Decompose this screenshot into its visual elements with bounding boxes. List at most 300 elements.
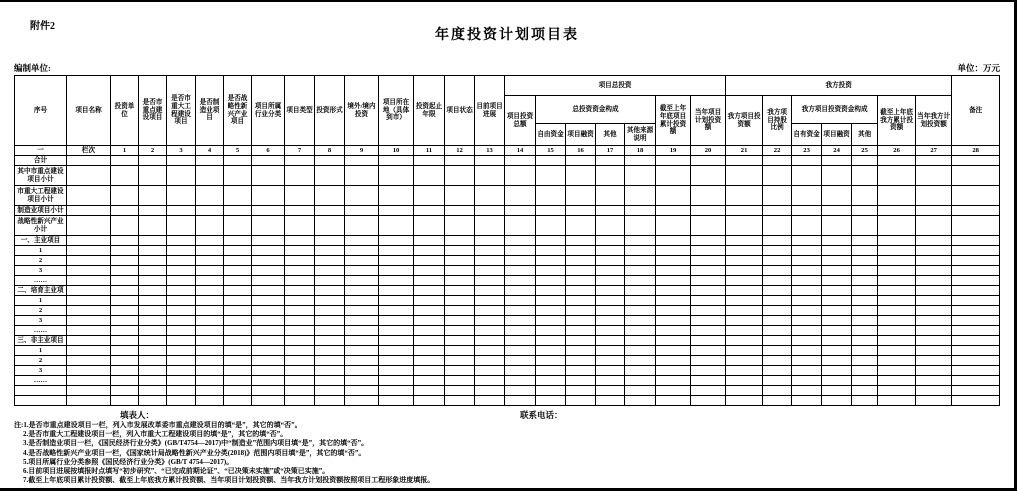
data-cell xyxy=(726,366,763,376)
data-cell xyxy=(596,366,625,376)
data-cell xyxy=(852,356,878,366)
data-cell xyxy=(196,266,224,276)
data-cell xyxy=(916,236,952,246)
data-cell xyxy=(596,296,625,306)
data-cell xyxy=(139,296,167,306)
header-our-cumulative-investment: 截至上年底我方累计投资额 xyxy=(878,96,916,146)
data-cell xyxy=(445,336,475,346)
data-cell xyxy=(414,206,445,216)
data-cell xyxy=(625,186,656,206)
header-remark: 备注 xyxy=(952,76,1000,146)
row-label-cell: 其中市重点建设项目小计 xyxy=(15,166,67,186)
data-cell xyxy=(852,206,878,216)
data-cell xyxy=(315,186,345,206)
data-cell xyxy=(792,306,822,316)
row-label-cell: 1 xyxy=(15,346,67,356)
table-row xyxy=(15,276,1000,286)
data-cell xyxy=(315,156,345,166)
data-cell xyxy=(566,156,596,166)
row-label-cell: 3 xyxy=(15,366,67,376)
data-cell xyxy=(445,386,475,396)
data-cell xyxy=(111,356,139,366)
data-cell xyxy=(285,186,315,206)
data-cell xyxy=(878,286,916,296)
data-cell xyxy=(625,286,656,296)
data-cell xyxy=(139,286,167,296)
data-cell xyxy=(345,346,379,356)
data-cell xyxy=(285,316,315,326)
data-cell xyxy=(345,356,379,366)
data-cell xyxy=(111,316,139,326)
data-cell xyxy=(792,356,822,366)
data-cell xyxy=(196,296,224,306)
data-cell xyxy=(414,386,445,396)
data-cell xyxy=(916,316,952,326)
data-cell xyxy=(252,256,285,266)
data-cell xyxy=(625,276,656,286)
data-cell xyxy=(111,166,139,186)
group-header-total-investment: 项目总投资 xyxy=(505,76,726,96)
data-cell xyxy=(345,336,379,346)
data-cell xyxy=(691,336,726,346)
data-cell xyxy=(822,336,852,346)
data-cell xyxy=(139,166,167,186)
data-cell xyxy=(792,246,822,256)
data-cell xyxy=(505,236,536,246)
data-cell xyxy=(139,386,167,396)
data-cell xyxy=(822,166,852,186)
data-cell xyxy=(566,206,596,216)
data-cell xyxy=(726,256,763,266)
column-header: 是否市重大工程建设项目 xyxy=(167,76,196,146)
footnote-line: 7.截至上年底项目累计投资额、截至上年底我方累计投资额、当年项目计划投资额、当年我方计划投资额按照项目工程形象进度填报。 xyxy=(23,476,435,485)
data-cell xyxy=(475,326,505,336)
table-row xyxy=(15,206,1000,216)
data-cell xyxy=(224,166,252,186)
data-cell xyxy=(596,206,625,216)
data-cell xyxy=(691,386,726,396)
data-cell xyxy=(916,246,952,256)
data-cell xyxy=(224,206,252,216)
data-cell xyxy=(414,276,445,286)
data-cell xyxy=(111,366,139,376)
data-cell xyxy=(167,366,196,376)
data-cell xyxy=(139,316,167,326)
footnotes xyxy=(14,421,994,485)
data-cell xyxy=(726,346,763,356)
data-cell xyxy=(916,366,952,376)
row-label-cell: 市重大工程建设项目小计 xyxy=(15,186,67,206)
data-cell xyxy=(691,376,726,386)
data-cell xyxy=(379,156,414,166)
data-cell xyxy=(822,156,852,166)
data-cell xyxy=(952,206,1000,216)
data-cell xyxy=(852,246,878,256)
data-cell xyxy=(656,296,691,306)
data-cell xyxy=(475,236,505,246)
data-cell xyxy=(285,296,315,306)
data-cell xyxy=(536,206,566,216)
data-cell xyxy=(656,276,691,286)
data-cell xyxy=(763,246,792,256)
data-cell xyxy=(566,386,596,396)
data-cell xyxy=(691,186,726,206)
data-cell xyxy=(475,206,505,216)
header-our-shareholding-ratio: 我方项目持股比例 xyxy=(763,96,792,146)
data-cell xyxy=(916,356,952,366)
data-cell xyxy=(656,206,691,216)
data-cell xyxy=(475,396,505,406)
data-cell xyxy=(625,296,656,306)
data-cell xyxy=(414,346,445,356)
row-label-cell: …… xyxy=(15,376,67,386)
data-cell xyxy=(852,296,878,306)
data-cell xyxy=(792,206,822,216)
data-cell xyxy=(952,366,1000,376)
row-label-cell: 2 xyxy=(15,256,67,266)
footnote-line: 3.是否制造业项目一栏，《国民经济行业分类》(GB/T4754—2017)中“制造业”范围内项目填“是”，其它的填“否”。 xyxy=(23,439,369,448)
column-header: 境外/境内投资 xyxy=(345,76,379,146)
form-filler-label: 填表人： xyxy=(120,410,155,420)
table-row xyxy=(15,306,1000,316)
data-cell xyxy=(625,386,656,396)
data-cell xyxy=(252,326,285,336)
data-cell xyxy=(315,316,345,326)
column-number-cell: 28 xyxy=(952,146,1000,156)
data-cell xyxy=(822,396,852,406)
data-cell xyxy=(822,246,852,256)
data-cell xyxy=(445,316,475,326)
data-cell xyxy=(916,276,952,286)
data-cell xyxy=(916,256,952,266)
data-cell xyxy=(224,396,252,406)
column-number-cell: 19 xyxy=(656,146,691,156)
data-cell xyxy=(656,156,691,166)
data-cell xyxy=(139,396,167,406)
data-cell xyxy=(139,186,167,206)
data-cell xyxy=(792,276,822,286)
sub-column-header: 其他 xyxy=(596,124,625,146)
data-cell xyxy=(167,266,196,276)
data-cell xyxy=(822,266,852,276)
header-row-1 xyxy=(15,76,1000,96)
data-cell xyxy=(224,336,252,346)
data-cell xyxy=(878,256,916,266)
data-cell xyxy=(224,156,252,166)
data-cell xyxy=(596,286,625,296)
data-cell xyxy=(691,276,726,286)
data-cell xyxy=(852,346,878,356)
data-cell xyxy=(916,376,952,386)
data-cell xyxy=(536,326,566,336)
data-cell xyxy=(566,256,596,266)
data-cell xyxy=(691,346,726,356)
data-cell xyxy=(315,386,345,396)
data-cell xyxy=(726,386,763,396)
data-cell xyxy=(414,186,445,206)
data-cell xyxy=(656,306,691,316)
table-row xyxy=(15,236,1000,246)
data-cell xyxy=(625,256,656,266)
data-cell xyxy=(285,356,315,366)
data-cell xyxy=(691,356,726,366)
data-cell xyxy=(196,356,224,366)
data-cell xyxy=(952,336,1000,346)
data-cell xyxy=(656,256,691,266)
data-cell xyxy=(656,316,691,326)
data-cell xyxy=(345,316,379,326)
data-cell xyxy=(67,256,111,266)
data-cell xyxy=(625,376,656,386)
data-cell xyxy=(726,376,763,386)
header-serial-number: 序号 xyxy=(15,76,67,146)
data-cell xyxy=(878,316,916,326)
data-cell xyxy=(345,246,379,256)
data-cell xyxy=(139,156,167,166)
data-cell xyxy=(822,386,852,396)
data-cell xyxy=(792,396,822,406)
data-cell xyxy=(625,356,656,366)
data-cell xyxy=(475,316,505,326)
data-cell xyxy=(952,156,1000,166)
data-cell xyxy=(315,326,345,336)
data-cell xyxy=(656,386,691,396)
data-cell xyxy=(822,216,852,236)
data-cell xyxy=(445,276,475,286)
data-cell xyxy=(726,336,763,346)
data-cell xyxy=(315,256,345,266)
data-cell xyxy=(566,216,596,236)
header-total-cumulative-investment: 截至上年年底项目累计投资额 xyxy=(656,96,691,146)
data-cell xyxy=(656,366,691,376)
data-cell xyxy=(656,266,691,276)
data-cell xyxy=(111,246,139,256)
data-cell xyxy=(596,326,625,336)
data-cell xyxy=(691,206,726,216)
data-cell xyxy=(315,286,345,296)
data-cell xyxy=(475,366,505,376)
data-cell xyxy=(536,306,566,316)
data-cell xyxy=(285,376,315,386)
data-cell xyxy=(445,256,475,266)
data-cell xyxy=(445,166,475,186)
data-cell xyxy=(878,246,916,256)
data-cell xyxy=(625,246,656,256)
data-cell xyxy=(167,186,196,206)
data-cell xyxy=(691,316,726,326)
data-cell xyxy=(878,266,916,276)
data-cell xyxy=(345,266,379,276)
data-cell xyxy=(196,216,224,236)
data-cell xyxy=(139,206,167,216)
data-cell xyxy=(379,266,414,276)
data-cell xyxy=(878,276,916,286)
data-cell xyxy=(252,266,285,276)
data-cell xyxy=(852,276,878,286)
column-header: 是否制造业项目 xyxy=(196,76,224,146)
data-cell xyxy=(596,236,625,246)
data-cell xyxy=(952,396,1000,406)
data-cell xyxy=(139,246,167,256)
data-cell xyxy=(536,236,566,246)
data-cell xyxy=(792,386,822,396)
data-cell xyxy=(315,166,345,186)
data-cell xyxy=(792,256,822,266)
data-cell xyxy=(315,376,345,386)
data-cell xyxy=(566,376,596,386)
data-cell xyxy=(852,166,878,186)
data-cell xyxy=(285,396,315,406)
data-cell xyxy=(139,216,167,236)
data-cell xyxy=(252,356,285,366)
data-cell xyxy=(596,216,625,236)
data-cell xyxy=(822,316,852,326)
data-cell xyxy=(111,336,139,346)
data-cell xyxy=(315,356,345,366)
data-cell xyxy=(252,156,285,166)
data-cell xyxy=(763,256,792,266)
data-cell xyxy=(414,286,445,296)
column-number-cell: 16 xyxy=(566,146,596,156)
data-cell xyxy=(852,396,878,406)
data-cell xyxy=(224,266,252,276)
data-cell xyxy=(379,276,414,286)
data-cell xyxy=(852,376,878,386)
data-cell xyxy=(792,316,822,326)
data-cell xyxy=(691,246,726,256)
data-cell xyxy=(726,216,763,236)
data-cell xyxy=(414,366,445,376)
data-cell xyxy=(878,326,916,336)
data-cell xyxy=(691,156,726,166)
data-cell xyxy=(505,206,536,216)
table-row xyxy=(15,326,1000,336)
data-cell xyxy=(726,306,763,316)
data-cell xyxy=(822,186,852,206)
row-label-cell: 1 xyxy=(15,296,67,306)
data-cell xyxy=(566,296,596,306)
data-cell xyxy=(196,366,224,376)
data-cell xyxy=(878,156,916,166)
data-cell xyxy=(167,156,196,166)
data-cell xyxy=(763,316,792,326)
table-row xyxy=(15,346,1000,356)
data-cell xyxy=(878,376,916,386)
data-cell xyxy=(822,346,852,356)
data-cell xyxy=(763,206,792,216)
column-header: 投资起止年限 xyxy=(414,76,445,146)
data-cell xyxy=(224,376,252,386)
data-cell xyxy=(852,336,878,346)
data-cell xyxy=(822,296,852,306)
data-cell xyxy=(475,386,505,396)
table-row xyxy=(15,366,1000,376)
data-cell xyxy=(691,266,726,276)
data-cell xyxy=(224,286,252,296)
data-cell xyxy=(111,256,139,266)
data-cell xyxy=(852,326,878,336)
data-cell xyxy=(656,166,691,186)
row-label-cell xyxy=(15,386,67,396)
data-cell xyxy=(139,376,167,386)
data-cell xyxy=(167,286,196,296)
data-cell xyxy=(67,246,111,256)
data-cell xyxy=(315,366,345,376)
table-row xyxy=(15,256,1000,266)
data-cell xyxy=(167,376,196,386)
column-number-cell: 21 xyxy=(726,146,763,156)
row-label-cell: 一、主业项目 xyxy=(15,236,67,246)
data-cell xyxy=(505,166,536,186)
row-label-cell: 二、培育主业项 xyxy=(15,286,67,296)
data-cell xyxy=(252,186,285,206)
data-cell xyxy=(167,396,196,406)
data-cell xyxy=(139,336,167,346)
data-cell xyxy=(67,326,111,336)
data-cell xyxy=(536,156,566,166)
data-cell xyxy=(505,156,536,166)
data-cell xyxy=(475,246,505,256)
column-number-cell: 23 xyxy=(792,146,822,156)
row-label-cell: 3 xyxy=(15,266,67,276)
data-cell xyxy=(792,366,822,376)
data-cell xyxy=(822,286,852,296)
data-cell xyxy=(691,286,726,296)
data-cell xyxy=(726,206,763,216)
row-label-cell: 1 xyxy=(15,246,67,256)
data-cell xyxy=(691,216,726,236)
data-cell xyxy=(475,356,505,366)
column-header: 投资单位 xyxy=(111,76,139,146)
sub-column-header: 项目融资 xyxy=(566,124,596,146)
row-label-cell: 2 xyxy=(15,356,67,366)
table-row xyxy=(15,246,1000,256)
column-header: 项目所属行业分类 xyxy=(252,76,285,146)
data-cell xyxy=(285,366,315,376)
data-cell xyxy=(763,346,792,356)
column-number-row xyxy=(15,146,1000,156)
data-cell xyxy=(505,296,536,306)
data-cell xyxy=(691,256,726,266)
data-cell xyxy=(196,396,224,406)
data-cell xyxy=(475,266,505,276)
data-cell xyxy=(726,396,763,406)
data-cell xyxy=(763,286,792,296)
data-cell xyxy=(691,306,726,316)
data-cell xyxy=(536,216,566,236)
footnote-line: 4.是否战略性新兴产业项目一栏，《国家统计局战略性新兴产业分类(2018)》范围内项目填“是”，其它的填“否”。 xyxy=(23,448,366,457)
data-cell xyxy=(285,236,315,246)
data-cell xyxy=(445,286,475,296)
data-cell xyxy=(726,316,763,326)
data-cell xyxy=(792,236,822,246)
data-cell xyxy=(111,326,139,336)
data-cell xyxy=(916,206,952,216)
data-cell xyxy=(505,376,536,386)
data-cell xyxy=(505,286,536,296)
data-cell xyxy=(379,336,414,346)
data-cell xyxy=(111,346,139,356)
investment-plan-table xyxy=(14,75,1000,406)
data-cell xyxy=(475,256,505,266)
data-cell xyxy=(596,346,625,356)
table-row xyxy=(15,156,1000,166)
data-cell xyxy=(916,326,952,336)
data-cell xyxy=(763,166,792,186)
data-cell xyxy=(167,296,196,306)
data-cell xyxy=(196,156,224,166)
data-cell xyxy=(822,256,852,266)
